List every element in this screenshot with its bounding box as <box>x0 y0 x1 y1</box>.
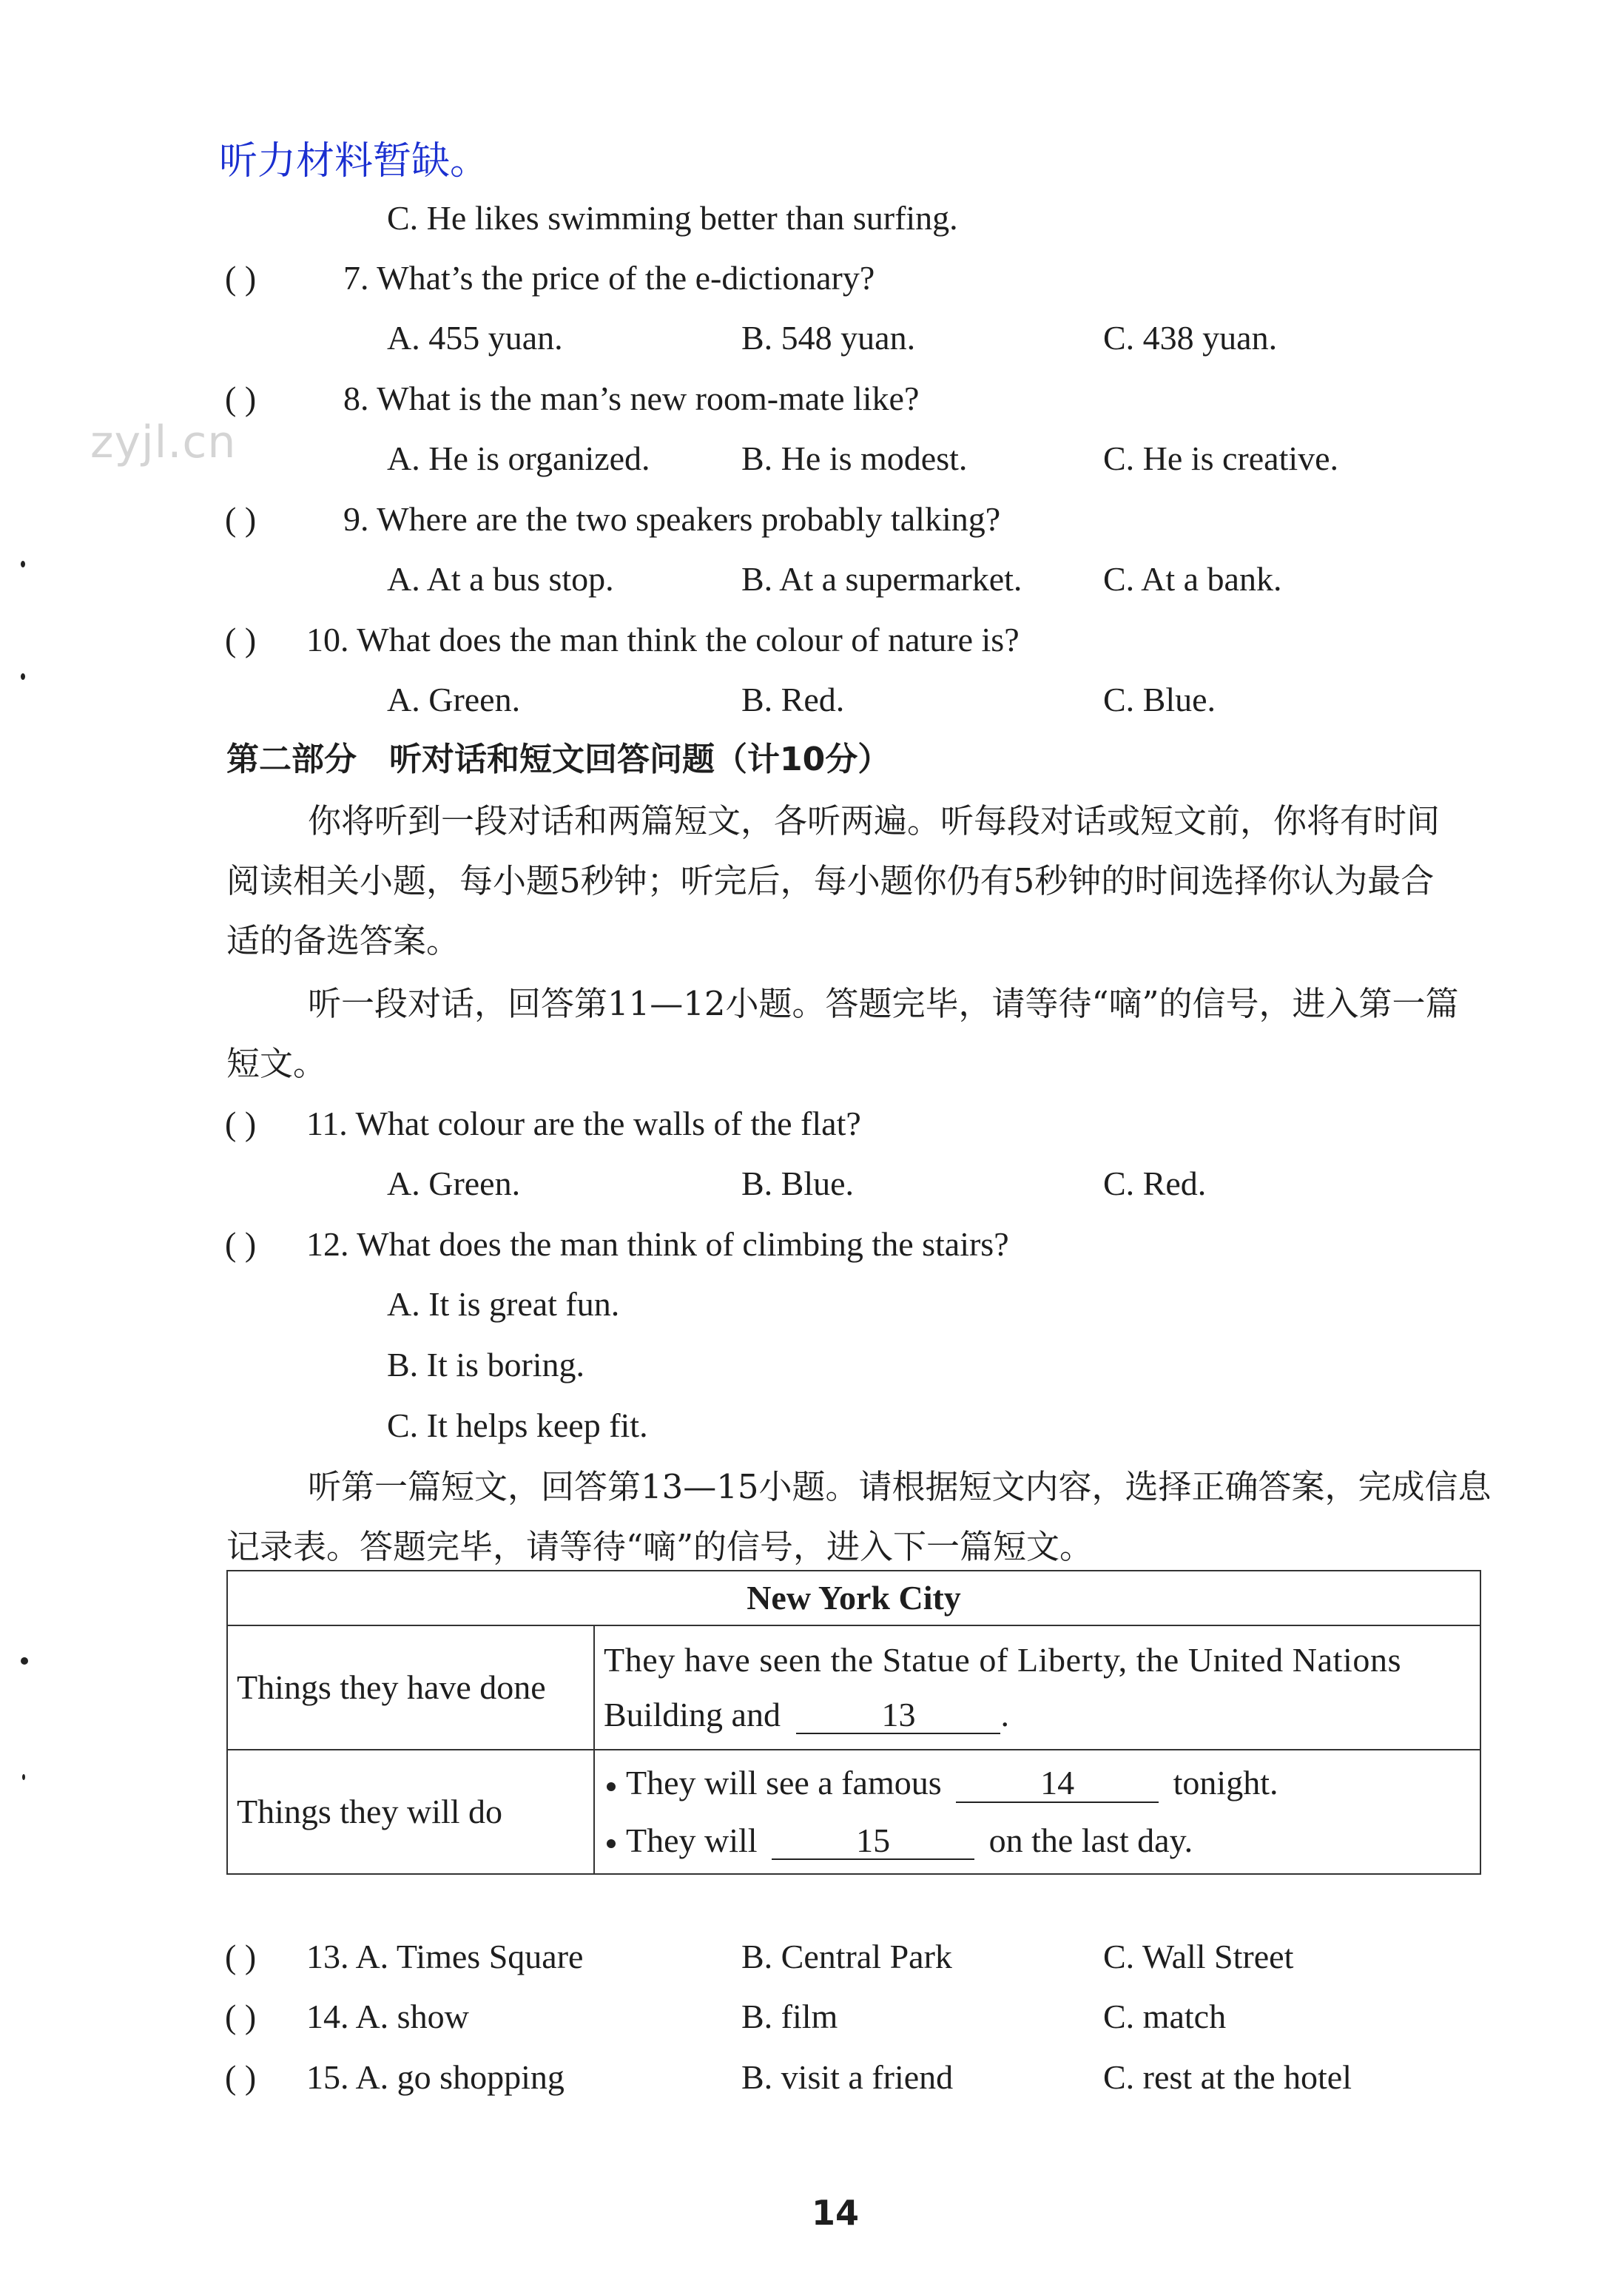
instruction-line: 阅读相关小题，每小题5秒钟；听完后，每小题你仍有5秒钟的时间选择你认为最合 <box>226 861 1435 900</box>
answer-bracket[interactable]: ( ) <box>225 1225 257 1263</box>
option-b: B. 548 yuan. <box>741 319 916 357</box>
question-stem: 8. What is the man’s new room-mate like? <box>343 380 920 417</box>
q6-option-c: C. He likes swimming better than surfing. <box>387 199 958 237</box>
row-content-will <box>594 1750 1480 1874</box>
bullet-icon <box>607 1839 616 1848</box>
blank-14[interactable]: 14 <box>956 1765 1159 1802</box>
question-stem: 12. What does the man think of climbing the stairs? <box>306 1225 1009 1263</box>
answer-bracket[interactable]: ( ) <box>225 1105 257 1142</box>
option-a: A. It is great fun. <box>387 1285 620 1323</box>
question-stem: 9. Where are the two speakers probably talking? <box>343 500 1001 538</box>
option-a: A. Green. <box>387 1165 521 1202</box>
option-a: A. He is organized. <box>387 439 650 477</box>
option-b: B. Red. <box>741 681 845 718</box>
bullet-text: on the last day. <box>988 1821 1193 1859</box>
instruction-line: 短文。 <box>226 1044 327 1083</box>
instruction-line: 听第一篇短文，回答第13—15小题。请根据短文内容，选择正确答案，完成信息 <box>308 1467 1492 1506</box>
option-a: A. 455 yuan. <box>387 319 563 357</box>
question-stem: 11. What colour are the walls of the flat? <box>306 1105 861 1142</box>
instruction-line: 记录表。答题完毕，请等待“嘀”的信号，进入下一篇短文。 <box>226 1527 1094 1566</box>
option-c: C. At a bank. <box>1103 560 1282 598</box>
instruction-line: 你将听到一段对话和两篇短文，各听两遍。听每段对话或短文前，你将有时间 <box>308 801 1441 840</box>
section-heading: 第二部分 听对话和短文回答问题（计10分） <box>226 741 891 778</box>
answer-bracket[interactable]: ( ) <box>225 259 257 297</box>
bullet-text: tonight. <box>1173 1764 1278 1802</box>
margin-speck <box>21 561 25 567</box>
margin-speck <box>21 673 25 680</box>
option-a: 13. A. Times Square <box>306 1938 584 1975</box>
row-content-done <box>594 1625 1480 1750</box>
option-a: 15. A. go shopping <box>306 2058 565 2096</box>
margin-speck <box>21 1657 28 1665</box>
row-label-will: Things they will do <box>227 1750 594 1874</box>
info-table <box>226 1570 1481 1875</box>
answer-bracket[interactable]: ( ) <box>225 500 257 538</box>
option-c: C. He is creative. <box>1103 439 1339 477</box>
option-b: B. Central Park <box>741 1938 952 1975</box>
option-c: C. Wall Street <box>1103 1938 1294 1975</box>
answer-bracket[interactable]: ( ) <box>225 380 257 417</box>
option-b: B. Blue. <box>741 1165 855 1202</box>
bullet-line <box>604 1761 1471 1805</box>
answer-bracket[interactable]: ( ) <box>225 1998 257 2035</box>
option-c: C. It helps keep fit. <box>387 1406 648 1444</box>
table-title: New York City <box>227 1571 1480 1625</box>
missing-audio-note: 听力材料暂缺。 <box>219 139 489 183</box>
question-stem: 7. What’s the price of the e-dictionary? <box>343 259 875 297</box>
option-a: A. At a bus stop. <box>387 560 614 598</box>
option-c: C. match <box>1103 1998 1227 2035</box>
row-label-done: Things they have done <box>227 1625 594 1750</box>
row-text-line: They have seen the Statue of Liberty, the United Nations <box>604 1641 1402 1679</box>
bullet-icon <box>607 1782 616 1791</box>
page-number: 14 <box>812 2193 860 2233</box>
option-c: C. rest at the hotel <box>1103 2058 1352 2096</box>
period: . <box>1000 1696 1009 1733</box>
margin-speck <box>22 1774 25 1780</box>
option-b: B. film <box>741 1998 838 2035</box>
blank-15[interactable]: 15 <box>772 1823 974 1860</box>
option-b: B. He is modest. <box>741 439 968 477</box>
bullet-text: They will <box>626 1821 758 1859</box>
option-a: A. Green. <box>387 681 521 718</box>
bullet-line <box>604 1819 1471 1863</box>
option-b: B. It is boring. <box>387 1346 585 1383</box>
blank-13[interactable]: 13 <box>796 1697 1000 1734</box>
row-text: Building and <box>604 1696 781 1733</box>
option-b: B. At a supermarket. <box>741 560 1022 598</box>
option-c: C. Red. <box>1103 1165 1207 1202</box>
option-b: B. visit a friend <box>741 2058 954 2096</box>
option-c: C. 438 yuan. <box>1103 319 1278 357</box>
instruction-line: 听一段对话，回答第11—12小题。答题完毕，请等待“嘀”的信号，进入第一篇 <box>308 984 1459 1023</box>
answer-bracket[interactable]: ( ) <box>225 1938 257 1975</box>
instruction-line: 适的备选答案。 <box>226 921 460 960</box>
answer-bracket[interactable]: ( ) <box>225 621 257 658</box>
row-text-line <box>604 1693 1471 1737</box>
bullet-text: They will see a famous <box>626 1764 942 1802</box>
answer-bracket[interactable]: ( ) <box>225 2058 257 2096</box>
question-stem: 10. What does the man think the colour of nature is? <box>306 621 1020 658</box>
option-a: 14. A. show <box>306 1998 469 2035</box>
option-c: C. Blue. <box>1103 681 1216 718</box>
watermark: zyjl.cn <box>90 417 237 468</box>
